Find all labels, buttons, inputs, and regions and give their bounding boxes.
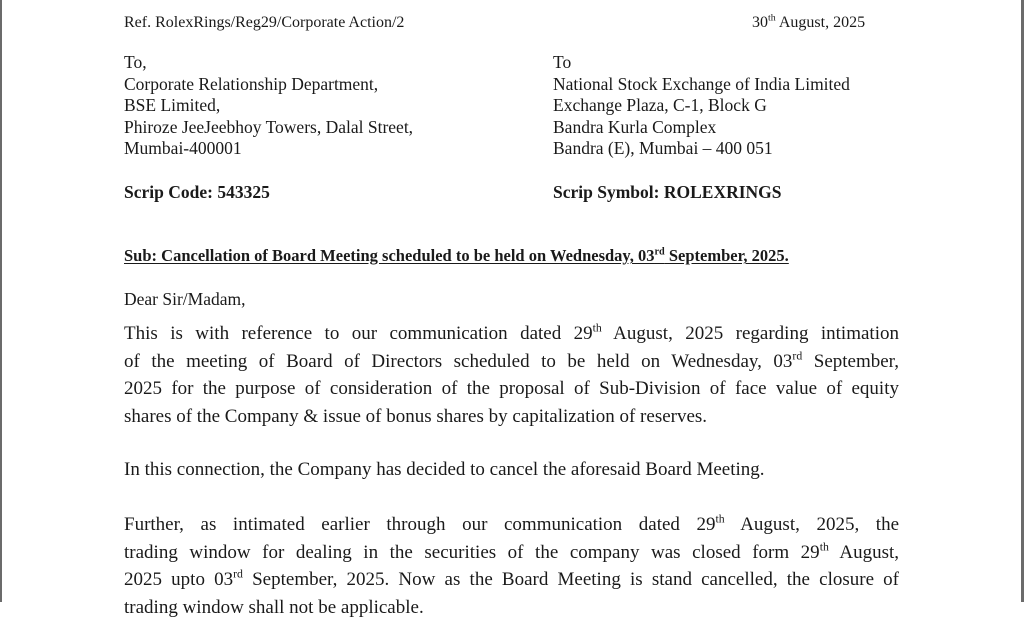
greeting-to: To, [124,52,413,74]
address-line: National Stock Exchange of India Limited [553,74,850,96]
paragraph-line: trading window shall not be applicable. [124,594,899,621]
subject-line: Sub: Cancellation of Board Meeting scheduled to be held on Wednesday, 03rd September, 2025. [124,246,789,266]
paragraph-cancellation [124,456,899,484]
scrip-symbol: Scrip Symbol: ROLEXRINGS [553,182,782,203]
paragraph-reference [124,320,899,430]
paragraph-line: This is with reference to our communication dated 29th August, 2025 regarding intimation [124,320,899,348]
address-line: Bandra (E), Mumbai – 400 051 [553,138,850,160]
paragraph-line: 2025 upto 03rd September, 2025. Now as the Board Meeting is stand cancelled, the closure of [124,566,899,594]
address-line: BSE Limited, [124,95,413,117]
scrip-code: Scrip Code: 543325 [124,182,270,203]
paragraph-line: Further, as intimated earlier through our communication dated 29th August, 2025, the [124,511,899,539]
address-line: Mumbai-400001 [124,138,413,160]
paragraph-line: In this connection, the Company has decided to cancel the aforesaid Board Meeting. [124,456,899,484]
reference-number: Ref. RolexRings/Reg29/Corporate Action/2 [124,14,404,32]
paragraph-trading-window [124,511,899,621]
recipient-bse-address [124,52,413,160]
address-line: Exchange Plaza, C-1, Block G [553,95,850,117]
greeting-to: To [553,52,850,74]
address-line: Bandra Kurla Complex [553,117,850,139]
salutation: Dear Sir/Madam, [124,289,246,310]
paragraph-line: trading window for dealing in the securities of the company was closed form 29th August, [124,539,899,567]
letter-date: 30th August, 2025 [752,14,865,32]
paragraph-line: of the meeting of Board of Directors scheduled to be held on Wednesday, 03rd September, [124,348,899,376]
address-line: Corporate Relationship Department, [124,74,413,96]
paragraph-line: shares of the Company & issue of bonus shares by capitalization of reserves. [124,403,899,431]
page-edge-left [0,0,2,602]
address-line: Phiroze JeeJeebhoy Towers, Dalal Street, [124,117,413,139]
paragraph-line: 2025 for the purpose of consideration of the proposal of Sub-Division of face value of equity [124,375,899,403]
recipient-nse-address [553,52,850,160]
